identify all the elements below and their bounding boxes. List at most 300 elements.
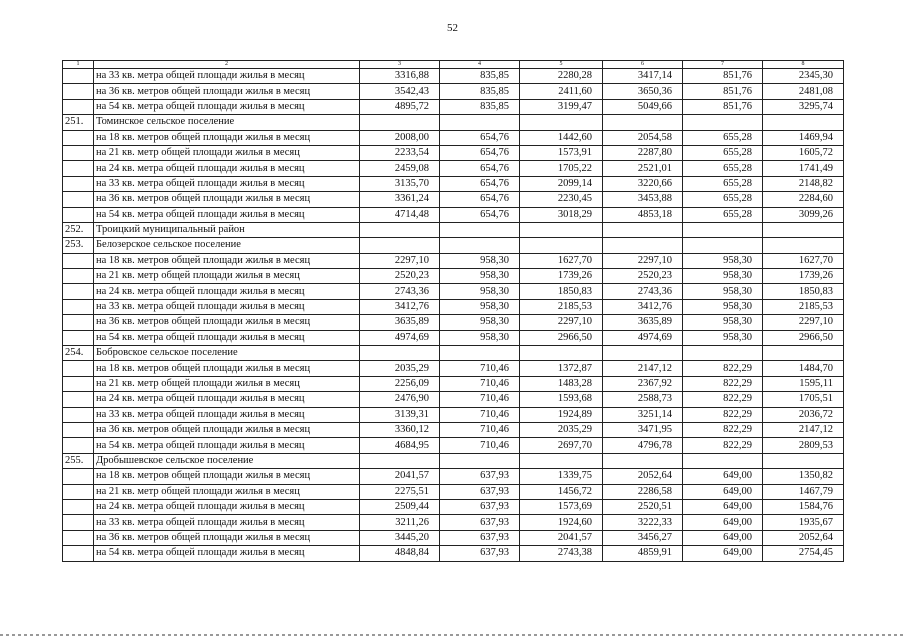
value-cell-col-4: 654,76 xyxy=(440,176,520,191)
value-cell-col-8 xyxy=(763,238,844,253)
value-cell-col-3: 2008,00 xyxy=(360,130,440,145)
value-cell-col-8: 1850,83 xyxy=(763,284,844,299)
value-cell-col-3: 3211,26 xyxy=(360,515,440,530)
section-row xyxy=(63,346,844,361)
value-cell-col-4: 958,30 xyxy=(440,330,520,345)
value-cell-col-7: 649,00 xyxy=(683,469,763,484)
value-cell-col-7: 655,28 xyxy=(683,161,763,176)
value-cell-col-5: 2743,38 xyxy=(520,546,603,561)
value-cell-col-7: 822,29 xyxy=(683,438,763,453)
value-cell-col-8: 2284,60 xyxy=(763,192,844,207)
value-cell-col-4: 637,93 xyxy=(440,530,520,545)
row-description: Белозерское сельское поселение xyxy=(94,238,360,253)
value-cell-col-4: 958,30 xyxy=(440,315,520,330)
value-cell-col-4: 710,46 xyxy=(440,361,520,376)
value-cell-col-7: 958,30 xyxy=(683,315,763,330)
value-cell-col-6: 2588,73 xyxy=(603,392,683,407)
row-description: на 21 кв. метр общей площади жилья в месяц xyxy=(94,484,360,499)
row-description: Троицкий муниципальный район xyxy=(94,222,360,237)
row-description: на 54 кв. метра общей площади жилья в месяц xyxy=(94,438,360,453)
value-cell-col-4: 710,46 xyxy=(440,376,520,391)
value-cell-col-8 xyxy=(763,453,844,468)
table-row xyxy=(63,392,844,407)
value-cell-col-5: 1924,60 xyxy=(520,515,603,530)
row-description: на 54 кв. метра общей площади жилья в месяц xyxy=(94,207,360,222)
row-description: на 36 кв. метров общей площади жилья в месяц xyxy=(94,530,360,545)
table-row xyxy=(63,422,844,437)
value-cell-col-4: 654,76 xyxy=(440,192,520,207)
value-cell-col-4: 710,46 xyxy=(440,438,520,453)
value-cell-col-7: 958,30 xyxy=(683,330,763,345)
value-cell-col-5 xyxy=(520,238,603,253)
value-cell-col-3: 2459,08 xyxy=(360,161,440,176)
column-number-header-row xyxy=(63,61,844,69)
row-number xyxy=(63,69,94,84)
value-cell-col-7: 851,76 xyxy=(683,69,763,84)
column-number-1: 1 xyxy=(63,61,94,69)
value-cell-col-4: 654,76 xyxy=(440,130,520,145)
row-description: на 24 кв. метра общей площади жилья в месяц xyxy=(94,284,360,299)
value-cell-col-5: 2035,29 xyxy=(520,422,603,437)
value-cell-col-8: 2754,45 xyxy=(763,546,844,561)
value-cell-col-4: 637,93 xyxy=(440,484,520,499)
value-cell-col-8: 2966,50 xyxy=(763,330,844,345)
value-cell-col-8: 1627,70 xyxy=(763,253,844,268)
value-cell-col-4: 958,30 xyxy=(440,299,520,314)
value-cell-col-3 xyxy=(360,222,440,237)
table-row xyxy=(63,207,844,222)
row-number xyxy=(63,145,94,160)
value-cell-col-6: 2297,10 xyxy=(603,253,683,268)
row-number xyxy=(63,515,94,530)
value-cell-col-5: 2297,10 xyxy=(520,315,603,330)
value-cell-col-6: 2743,36 xyxy=(603,284,683,299)
value-cell-col-8: 1935,67 xyxy=(763,515,844,530)
value-cell-col-7: 649,00 xyxy=(683,530,763,545)
value-cell-col-7: 851,76 xyxy=(683,99,763,114)
table-row xyxy=(63,530,844,545)
row-description: Бобровское сельское поселение xyxy=(94,346,360,361)
value-cell-col-4 xyxy=(440,238,520,253)
value-cell-col-8: 1469,94 xyxy=(763,130,844,145)
row-description: на 33 кв. метра общей площади жилья в месяц xyxy=(94,515,360,530)
table-row xyxy=(63,361,844,376)
row-description: на 33 кв. метра общей площади жилья в месяц xyxy=(94,69,360,84)
row-description: на 33 кв. метра общей площади жилья в месяц xyxy=(94,407,360,422)
column-number-5: 5 xyxy=(520,61,603,69)
row-number xyxy=(63,315,94,330)
row-number xyxy=(63,130,94,145)
row-number xyxy=(63,438,94,453)
value-cell-col-5: 3199,47 xyxy=(520,99,603,114)
value-cell-col-5: 2230,45 xyxy=(520,192,603,207)
value-cell-col-6: 2520,51 xyxy=(603,499,683,514)
value-cell-col-8: 1595,11 xyxy=(763,376,844,391)
row-number xyxy=(63,253,94,268)
table-row xyxy=(63,176,844,191)
table-row xyxy=(63,438,844,453)
row-description: на 21 кв. метр общей площади жилья в месяц xyxy=(94,269,360,284)
value-cell-col-7: 649,00 xyxy=(683,546,763,561)
value-cell-col-4: 637,93 xyxy=(440,499,520,514)
value-cell-col-8 xyxy=(763,115,844,130)
section-row xyxy=(63,238,844,253)
value-cell-col-5: 1372,87 xyxy=(520,361,603,376)
value-cell-col-8: 1484,70 xyxy=(763,361,844,376)
value-cell-col-3: 4974,69 xyxy=(360,330,440,345)
row-number: 255. xyxy=(63,453,94,468)
row-number xyxy=(63,99,94,114)
table-row xyxy=(63,546,844,561)
value-cell-col-6: 3471,95 xyxy=(603,422,683,437)
row-description: на 33 кв. метра общей площади жилья в месяц xyxy=(94,299,360,314)
table-row xyxy=(63,330,844,345)
value-cell-col-3: 3139,31 xyxy=(360,407,440,422)
row-number xyxy=(63,546,94,561)
value-cell-col-5 xyxy=(520,453,603,468)
value-cell-col-8: 1605,72 xyxy=(763,145,844,160)
value-cell-col-5: 2041,57 xyxy=(520,530,603,545)
value-cell-col-7: 655,28 xyxy=(683,130,763,145)
row-number xyxy=(63,284,94,299)
value-cell-col-3: 3445,20 xyxy=(360,530,440,545)
column-number-6: 6 xyxy=(603,61,683,69)
value-cell-col-7 xyxy=(683,222,763,237)
value-cell-col-5: 1627,70 xyxy=(520,253,603,268)
value-cell-col-6: 5049,66 xyxy=(603,99,683,114)
value-cell-col-3: 4848,84 xyxy=(360,546,440,561)
row-number xyxy=(63,269,94,284)
value-cell-col-5 xyxy=(520,222,603,237)
value-cell-col-6: 3417,14 xyxy=(603,69,683,84)
value-cell-col-6: 3222,33 xyxy=(603,515,683,530)
row-description: на 18 кв. метров общей площади жилья в месяц xyxy=(94,130,360,145)
value-cell-col-4: 835,85 xyxy=(440,84,520,99)
value-cell-col-6: 2521,01 xyxy=(603,161,683,176)
row-number xyxy=(63,469,94,484)
row-description: на 24 кв. метра общей площади жилья в месяц xyxy=(94,161,360,176)
value-cell-col-3: 2743,36 xyxy=(360,284,440,299)
value-cell-col-3 xyxy=(360,346,440,361)
value-cell-col-8: 2185,53 xyxy=(763,299,844,314)
value-cell-col-6: 3412,76 xyxy=(603,299,683,314)
value-cell-col-5: 2185,53 xyxy=(520,299,603,314)
table-row xyxy=(63,161,844,176)
value-cell-col-5: 1924,89 xyxy=(520,407,603,422)
value-cell-col-3: 2297,10 xyxy=(360,253,440,268)
value-cell-col-4: 654,76 xyxy=(440,207,520,222)
value-cell-col-6: 4974,69 xyxy=(603,330,683,345)
row-description: Дробышевское сельское поселение xyxy=(94,453,360,468)
value-cell-col-3: 2275,51 xyxy=(360,484,440,499)
value-cell-col-7: 851,76 xyxy=(683,84,763,99)
section-row xyxy=(63,115,844,130)
value-cell-col-6: 3453,88 xyxy=(603,192,683,207)
row-number xyxy=(63,530,94,545)
value-cell-col-3: 2476,90 xyxy=(360,392,440,407)
row-description: на 24 кв. метра общей площади жилья в месяц xyxy=(94,499,360,514)
value-cell-col-3: 4714,48 xyxy=(360,207,440,222)
value-cell-col-4: 835,85 xyxy=(440,99,520,114)
value-cell-col-6: 4853,18 xyxy=(603,207,683,222)
value-cell-col-6 xyxy=(603,222,683,237)
row-number xyxy=(63,192,94,207)
table-row xyxy=(63,515,844,530)
value-cell-col-5: 1456,72 xyxy=(520,484,603,499)
value-cell-col-6: 2054,58 xyxy=(603,130,683,145)
value-cell-col-6 xyxy=(603,453,683,468)
column-number-4: 4 xyxy=(440,61,520,69)
row-number xyxy=(63,499,94,514)
value-cell-col-6: 2520,23 xyxy=(603,269,683,284)
value-cell-col-8: 1467,79 xyxy=(763,484,844,499)
row-description: на 36 кв. метров общей площади жилья в месяц xyxy=(94,422,360,437)
row-description: на 54 кв. метра общей площади жилья в месяц xyxy=(94,99,360,114)
value-cell-col-6: 2286,58 xyxy=(603,484,683,499)
value-cell-col-4 xyxy=(440,346,520,361)
value-cell-col-5: 1573,69 xyxy=(520,499,603,514)
value-cell-col-5: 2697,70 xyxy=(520,438,603,453)
row-description: на 36 кв. метров общей площади жилья в месяц xyxy=(94,192,360,207)
value-cell-col-6: 3635,89 xyxy=(603,315,683,330)
value-cell-col-3: 3412,76 xyxy=(360,299,440,314)
value-cell-col-5: 1739,26 xyxy=(520,269,603,284)
value-cell-col-3: 3635,89 xyxy=(360,315,440,330)
value-cell-col-6: 2367,92 xyxy=(603,376,683,391)
row-description: на 36 кв. метров общей площади жилья в месяц xyxy=(94,84,360,99)
value-cell-col-5: 1573,91 xyxy=(520,145,603,160)
table-row xyxy=(63,284,844,299)
value-cell-col-7: 822,29 xyxy=(683,407,763,422)
value-cell-col-6: 2147,12 xyxy=(603,361,683,376)
row-number: 252. xyxy=(63,222,94,237)
row-description: на 54 кв. метра общей площади жилья в месяц xyxy=(94,546,360,561)
section-row xyxy=(63,453,844,468)
value-cell-col-5: 1442,60 xyxy=(520,130,603,145)
row-number xyxy=(63,161,94,176)
row-number xyxy=(63,422,94,437)
value-cell-col-3: 4684,95 xyxy=(360,438,440,453)
row-number xyxy=(63,84,94,99)
value-cell-col-8: 2297,10 xyxy=(763,315,844,330)
value-cell-col-3 xyxy=(360,238,440,253)
row-number xyxy=(63,376,94,391)
value-cell-col-5: 2280,28 xyxy=(520,69,603,84)
value-cell-col-8: 2345,30 xyxy=(763,69,844,84)
value-cell-col-8: 1705,51 xyxy=(763,392,844,407)
row-number: 254. xyxy=(63,346,94,361)
value-cell-col-5: 1483,28 xyxy=(520,376,603,391)
table-row xyxy=(63,269,844,284)
table-row xyxy=(63,299,844,314)
value-cell-col-4: 710,46 xyxy=(440,407,520,422)
value-cell-col-8: 2036,72 xyxy=(763,407,844,422)
row-description: на 33 кв. метра общей площади жилья в месяц xyxy=(94,176,360,191)
value-cell-col-6 xyxy=(603,115,683,130)
value-cell-col-3: 3542,43 xyxy=(360,84,440,99)
value-cell-col-4: 958,30 xyxy=(440,284,520,299)
value-cell-col-5: 2966,50 xyxy=(520,330,603,345)
value-cell-col-4: 710,46 xyxy=(440,422,520,437)
column-number-3: 3 xyxy=(360,61,440,69)
scan-artifact-line xyxy=(0,634,905,636)
value-cell-col-7: 822,29 xyxy=(683,376,763,391)
column-number-2: 2 xyxy=(94,61,360,69)
column-number-7: 7 xyxy=(683,61,763,69)
value-cell-col-7 xyxy=(683,238,763,253)
value-cell-col-6 xyxy=(603,238,683,253)
value-cell-col-7: 649,00 xyxy=(683,515,763,530)
value-cell-col-4: 835,85 xyxy=(440,69,520,84)
value-cell-col-8: 3099,26 xyxy=(763,207,844,222)
value-cell-col-4: 958,30 xyxy=(440,253,520,268)
value-cell-col-8 xyxy=(763,346,844,361)
value-cell-col-3: 4895,72 xyxy=(360,99,440,114)
table-body xyxy=(63,61,844,562)
value-cell-col-7: 822,29 xyxy=(683,392,763,407)
value-cell-col-5: 2099,14 xyxy=(520,176,603,191)
table-row xyxy=(63,192,844,207)
value-cell-col-4: 958,30 xyxy=(440,269,520,284)
value-cell-col-8: 3295,74 xyxy=(763,99,844,114)
value-cell-col-5: 1593,68 xyxy=(520,392,603,407)
value-cell-col-5 xyxy=(520,346,603,361)
value-cell-col-7: 958,30 xyxy=(683,299,763,314)
column-number-8: 8 xyxy=(763,61,844,69)
row-description: на 54 кв. метра общей площади жилья в месяц xyxy=(94,330,360,345)
value-cell-col-6: 3251,14 xyxy=(603,407,683,422)
table-row xyxy=(63,99,844,114)
table-row xyxy=(63,253,844,268)
value-cell-col-7: 958,30 xyxy=(683,253,763,268)
value-cell-col-4 xyxy=(440,115,520,130)
value-cell-col-7: 655,28 xyxy=(683,192,763,207)
row-description: на 36 кв. метров общей площади жилья в месяц xyxy=(94,315,360,330)
value-cell-col-7 xyxy=(683,115,763,130)
value-cell-col-3: 2035,29 xyxy=(360,361,440,376)
value-cell-col-8 xyxy=(763,222,844,237)
tariff-table xyxy=(62,60,844,562)
row-number: 251. xyxy=(63,115,94,130)
value-cell-col-4: 637,93 xyxy=(440,515,520,530)
value-cell-col-7: 822,29 xyxy=(683,422,763,437)
value-cell-col-3: 2041,57 xyxy=(360,469,440,484)
row-description: на 18 кв. метров общей площади жилья в месяц xyxy=(94,253,360,268)
table-row xyxy=(63,69,844,84)
value-cell-col-4 xyxy=(440,222,520,237)
value-cell-col-4 xyxy=(440,453,520,468)
value-cell-col-8: 1584,76 xyxy=(763,499,844,514)
value-cell-col-8: 2148,82 xyxy=(763,176,844,191)
table-row xyxy=(63,84,844,99)
value-cell-col-4: 654,76 xyxy=(440,161,520,176)
value-cell-col-8: 2052,64 xyxy=(763,530,844,545)
value-cell-col-3 xyxy=(360,453,440,468)
value-cell-col-8: 1350,82 xyxy=(763,469,844,484)
value-cell-col-5: 3018,29 xyxy=(520,207,603,222)
value-cell-col-4: 654,76 xyxy=(440,145,520,160)
value-cell-col-3: 3361,24 xyxy=(360,192,440,207)
value-cell-col-7: 655,28 xyxy=(683,176,763,191)
value-cell-col-5 xyxy=(520,115,603,130)
value-cell-col-8: 1741,49 xyxy=(763,161,844,176)
row-number xyxy=(63,392,94,407)
value-cell-col-6: 3220,66 xyxy=(603,176,683,191)
page-number: 52 xyxy=(447,22,458,34)
value-cell-col-3: 3360,12 xyxy=(360,422,440,437)
value-cell-col-3: 3316,88 xyxy=(360,69,440,84)
row-number xyxy=(63,484,94,499)
value-cell-col-7: 649,00 xyxy=(683,499,763,514)
value-cell-col-6: 2287,80 xyxy=(603,145,683,160)
table-row xyxy=(63,407,844,422)
row-number xyxy=(63,207,94,222)
value-cell-col-3 xyxy=(360,115,440,130)
value-cell-col-7: 958,30 xyxy=(683,269,763,284)
value-cell-col-6: 4859,91 xyxy=(603,546,683,561)
value-cell-col-7: 655,28 xyxy=(683,145,763,160)
row-number xyxy=(63,407,94,422)
row-description: на 21 кв. метр общей площади жилья в месяц xyxy=(94,376,360,391)
value-cell-col-7: 822,29 xyxy=(683,361,763,376)
value-cell-col-6 xyxy=(603,346,683,361)
value-cell-col-6: 2052,64 xyxy=(603,469,683,484)
value-cell-col-5: 1850,83 xyxy=(520,284,603,299)
value-cell-col-3: 2256,09 xyxy=(360,376,440,391)
row-number xyxy=(63,176,94,191)
table-row xyxy=(63,376,844,391)
row-description: на 18 кв. метров общей площади жилья в месяц xyxy=(94,469,360,484)
value-cell-col-3: 2520,23 xyxy=(360,269,440,284)
value-cell-col-4: 637,93 xyxy=(440,546,520,561)
value-cell-col-5: 1705,22 xyxy=(520,161,603,176)
value-cell-col-6: 3650,36 xyxy=(603,84,683,99)
row-number xyxy=(63,299,94,314)
value-cell-col-6: 4796,78 xyxy=(603,438,683,453)
value-cell-col-4: 710,46 xyxy=(440,392,520,407)
value-cell-col-7 xyxy=(683,453,763,468)
row-description: на 18 кв. метров общей площади жилья в месяц xyxy=(94,361,360,376)
table-row xyxy=(63,484,844,499)
table-row xyxy=(63,469,844,484)
value-cell-col-5: 1339,75 xyxy=(520,469,603,484)
value-cell-col-8: 1739,26 xyxy=(763,269,844,284)
table-row xyxy=(63,499,844,514)
table-row xyxy=(63,315,844,330)
value-cell-col-7 xyxy=(683,346,763,361)
value-cell-col-8: 2147,12 xyxy=(763,422,844,437)
value-cell-col-6: 3456,27 xyxy=(603,530,683,545)
section-row xyxy=(63,222,844,237)
value-cell-col-3: 3135,70 xyxy=(360,176,440,191)
row-number xyxy=(63,361,94,376)
value-cell-col-7: 655,28 xyxy=(683,207,763,222)
row-description: на 24 кв. метра общей площади жилья в месяц xyxy=(94,392,360,407)
row-description: Томинское сельское поселение xyxy=(94,115,360,130)
value-cell-col-7: 649,00 xyxy=(683,484,763,499)
value-cell-col-4: 637,93 xyxy=(440,469,520,484)
row-description: на 21 кв. метр общей площади жилья в месяц xyxy=(94,145,360,160)
row-number: 253. xyxy=(63,238,94,253)
row-number xyxy=(63,330,94,345)
table-row xyxy=(63,130,844,145)
table-row xyxy=(63,145,844,160)
value-cell-col-8: 2809,53 xyxy=(763,438,844,453)
value-cell-col-3: 2233,54 xyxy=(360,145,440,160)
value-cell-col-5: 2411,60 xyxy=(520,84,603,99)
value-cell-col-3: 2509,44 xyxy=(360,499,440,514)
value-cell-col-8: 2481,08 xyxy=(763,84,844,99)
